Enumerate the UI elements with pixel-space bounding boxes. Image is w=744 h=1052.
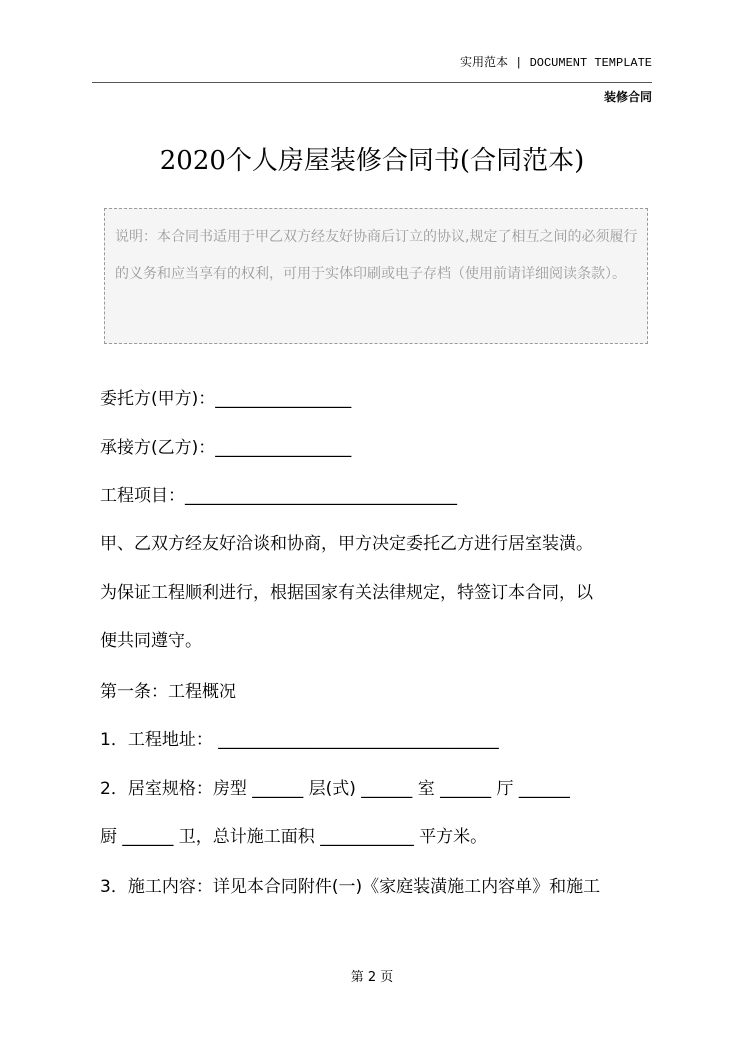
note-box — [104, 208, 648, 344]
page-number: 第 2 页 — [350, 970, 394, 985]
note-text: 说明：本合同书适用于甲乙双方经友好协商后订立的协议,规定了相互之间的必须履行的义务和应当享有的权利，可用于实体印刷或电子存档（使用前请详细阅读条款）。 — [115, 229, 638, 282]
client-party-line: 委托方(甲方)：________________ — [100, 389, 352, 409]
paragraph-line: 为保证工程顺利进行，根据国家有关法律规定，特签订本合同，以 — [100, 583, 593, 603]
paragraph-line: 便共同遵守。 — [100, 631, 202, 651]
clause-room-spec-cont: 厨 ______ 卫，总计施工面积 ___________ 平方米。 — [100, 827, 488, 847]
clause-room-spec: 2．居室规格：房型 ______ 层(式) ______ 室 ______ 厅 ______ — [100, 779, 570, 799]
contractor-party-line: 承接方(乙方)：________________ — [100, 438, 352, 458]
project-line: 工程项目：________________________________ — [100, 486, 457, 506]
article-heading: 第一条：工程概况 — [100, 682, 236, 702]
document-category: 装修合同 — [603, 90, 652, 104]
document-title: 2020个人房屋装修合同书(合同范本) — [159, 146, 585, 176]
clause-address: 1．工程地址： _________________________________ — [100, 730, 499, 750]
header-divider — [92, 82, 652, 83]
clause-content: 3．施工内容：详见本合同附件(一)《家庭装潢施工内容单》和施工 — [100, 877, 601, 897]
document-template-label: 实用范本 | DOCUMENT TEMPLATE — [459, 56, 652, 70]
paragraph-line: 甲、乙双方经友好洽谈和协商，甲方决定委托乙方进行居室装潢。 — [100, 534, 593, 554]
